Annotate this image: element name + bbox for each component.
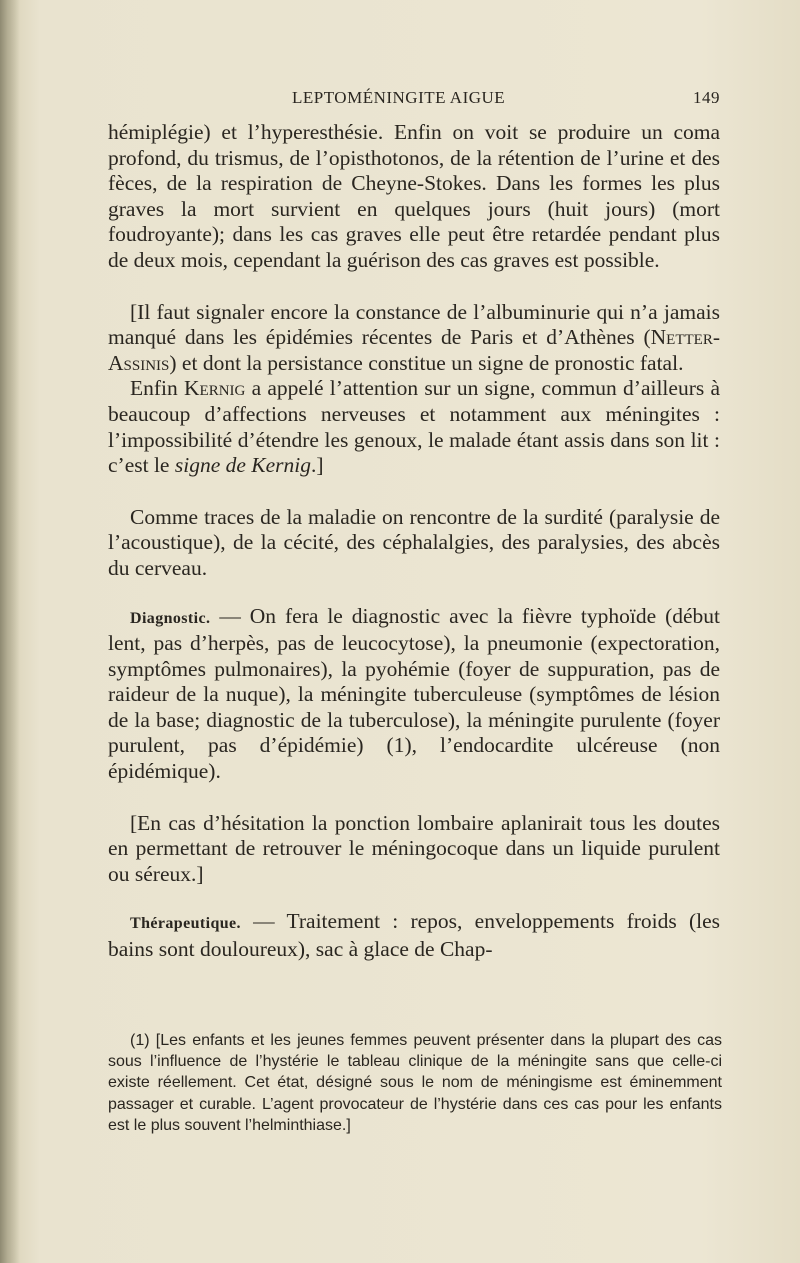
kernig-sign: signe de Kernig <box>174 453 312 478</box>
therapy-heading: Thérapeutique. <box>130 915 241 933</box>
paragraph-kernig <box>108 376 720 478</box>
paragraph-lumbar-puncture: [En cas d’hésitation la ponction lombaire aplanirait tous les doutes en permettant de retrouver le méningocoque dans un liquide purulent ou séreux.] <box>108 810 720 886</box>
footnote <box>108 1030 722 1136</box>
diagnosis-text: — On fera le diagnostic avec la fièvre typhoïde (début lent, pas d’herpès, pas de leucocytose), la pneumonie (expectoration, symptômes pulmonaires), la pyohémie (foyer de suppuration, pas de raideur de la nuque), la méningite tuberculeuse (symptômes de lésion de la base; diagnostic de la tuberculose), la méningite purulente (foyer purulent, pas d’épidémie) (1), l’endocardite ulcéreuse (non épidémique). <box>108 603 720 784</box>
page-number: 149 <box>693 88 720 107</box>
albuminuria-text-a: [Il faut signaler encore la constance de l’albuminurie qui n’a jamais manqué dans les épidémies récentes de Paris et d’Athènes ( <box>108 299 720 350</box>
author-kernig: Kernig <box>184 376 246 401</box>
kernig-text-b: a appelé l’attention sur un signe, commun d’ailleurs à beaucoup d’affections nerveuses et notamment aux méningites : l’impossibilité d’étendre les genoux, le malade étant assis dans son lit : c’est le <box>108 376 720 478</box>
main-text <box>108 120 720 963</box>
paragraph-symptoms: hémiplégie) et l’hyperesthésie. Enfin on voit se produire un coma profond, du trismus, de l’opisthotonos, de la rétention de l’urine et des fèces, de la respiration de Cheyne-Stokes. Dans les formes les plus graves la mort survient en quelques jours (huit jours) (mort foudroyante); dans les cas graves elle peut être retardée pendant plus de deux mois, cependant la guérison des cas graves est possible. <box>108 120 720 272</box>
author-netter-assinis: Netter-Assinis <box>108 325 720 375</box>
therapy-text: — Traitement : repos, enveloppements froids (les bains sont douloureux), sac à glace de Chap- <box>108 909 720 962</box>
kernig-text-c: .] <box>311 453 324 478</box>
kernig-text-a: Enfin <box>130 376 185 401</box>
running-title: LEPTOMÉNINGITE AIGUE <box>292 88 506 107</box>
running-header <box>108 88 720 112</box>
albuminuria-text-b: ) et dont la persistance constitue un signe de pronostic fatal. <box>169 350 684 375</box>
footnote-text: (1) [Les enfants et les jeunes femmes peuvent présenter dans la plupart des cas sous l’influence de l’hystérie le tableau clinique de la méningite sans que celle-ci existe réellement. Cet état, désigné sous le nom de méningisme est éminemment passager et curable. L’agent provocateur de l’hystérie dans ces cas pour les enfants est le plus souvent l’helminthiase.] <box>108 1032 722 1134</box>
paragraph-albuminuria <box>108 300 720 377</box>
paragraph-therapy <box>108 909 720 962</box>
diagnosis-heading: Diagnostic. <box>130 609 211 627</box>
paragraph-sequelae: Comme traces de la maladie on rencontre de la surdité (paralysie de l’acoustique), de la cécité, des céphalalgies, des paralysies, des abcès du cerveau. <box>108 504 720 580</box>
paragraph-diagnosis <box>108 604 720 785</box>
page-spine-shadow <box>0 0 20 1263</box>
